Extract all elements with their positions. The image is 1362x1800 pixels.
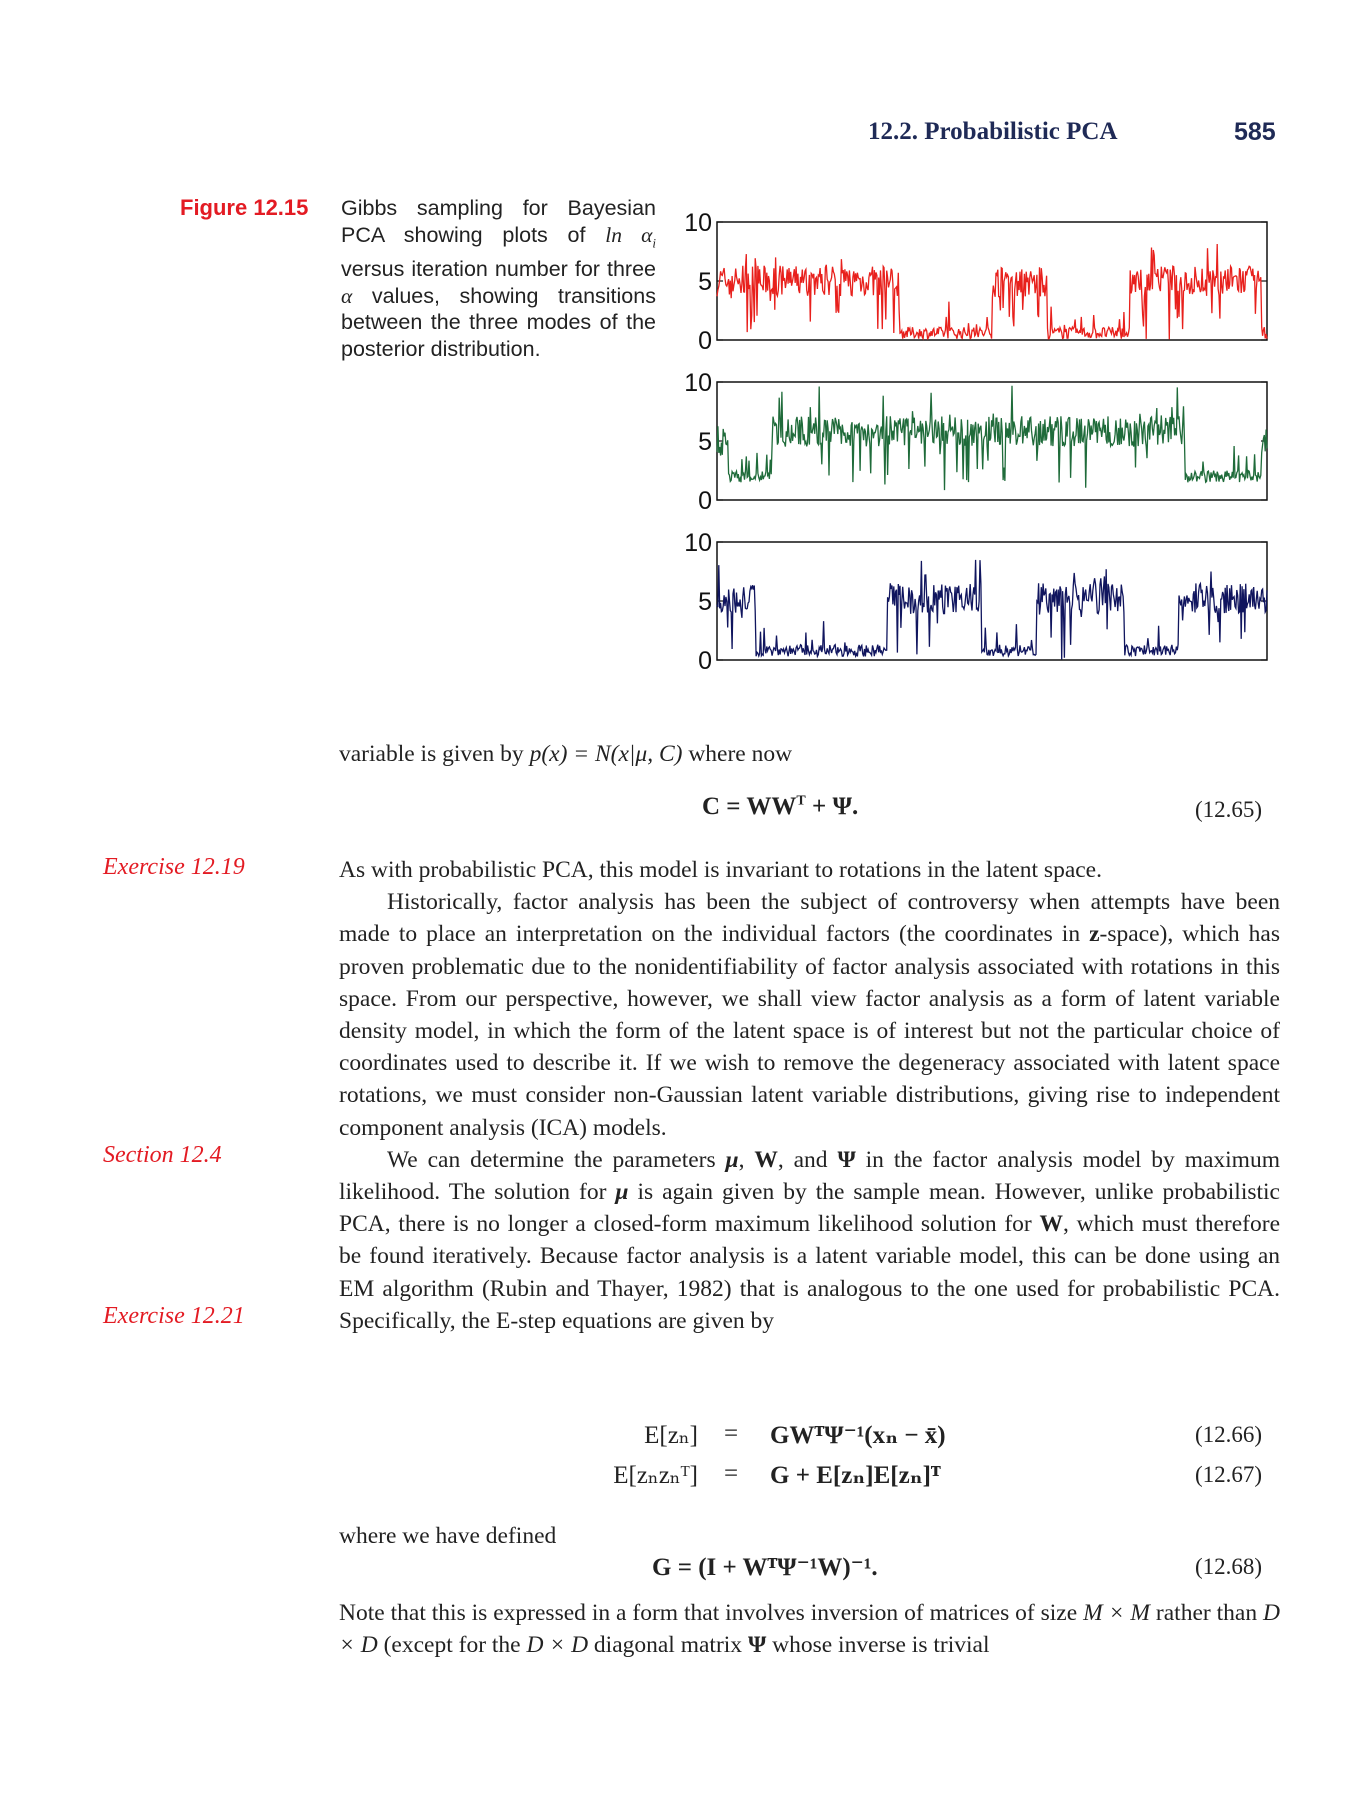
y-tick-label-1-5: 5 (698, 268, 712, 296)
para4-DD2: D × D (526, 1632, 589, 1659)
caption-sub-i: i (652, 234, 656, 250)
running-title: 12.2. Probabilistic PCA (868, 118, 1118, 145)
caption-part-a: Gibbs sampling for Bayesian PCA showing plots of (341, 196, 656, 247)
page-number: 585 (1234, 118, 1276, 146)
para3-Psi: Ψ (837, 1146, 856, 1173)
para3-e: is again given by the sample mean. However, unlike probabilistic PCA, there is no longer a closed-form maximum likelihood solution for (339, 1179, 1280, 1238)
eq66-rhs: GWᵀΨ⁻¹(xₙ − x̄) (770, 1422, 946, 1449)
margin-exercise-12-21[interactable]: Exercise 12.21 (103, 1303, 245, 1329)
para4-c: (except for the (377, 1632, 527, 1659)
y-tick-label-3-10: 10 (684, 529, 712, 557)
main-paragraphs (339, 854, 1280, 1337)
y-tick-label-2-10: 10 (684, 369, 712, 397)
gibbs-sampling-figure (670, 205, 1280, 675)
caption-alpha: α (341, 283, 353, 308)
figure-label: Figure 12.15 (180, 195, 309, 220)
equation-number-12-67: (12.67) (1195, 1462, 1263, 1487)
y-tick-label-2-5: 5 (698, 428, 712, 456)
margin-exercise-12-19[interactable]: Exercise 12.19 (103, 854, 245, 880)
eq65-sup: T (796, 793, 806, 809)
y-tick-label-1-10: 10 (684, 209, 712, 237)
caption-part-c: values, showing transitions between the three modes of the posterior distribution. (341, 283, 656, 361)
line1-px: p(x) = N(x|μ, C) (529, 741, 683, 767)
para4-MM: M × M (1083, 1600, 1150, 1626)
para4-b: rather than (1149, 1600, 1264, 1626)
para3-W: W (754, 1146, 778, 1173)
paragraph-parameters (339, 1144, 1280, 1337)
eq67-lhs: E[zₙzₙᵀ] (613, 1462, 698, 1489)
para3-d: in the factor analysis model by maximum likelihood. The solution for (339, 1146, 1280, 1206)
equation-12-68: G = (I + WᵀΨ⁻¹W)⁻¹. (652, 1554, 878, 1581)
para4-DD: D × D (339, 1600, 1280, 1659)
eq65-tail: + Ψ. (805, 793, 859, 820)
y-tick-label-2-0: 0 (698, 487, 712, 515)
para4-d: diagonal matrix (588, 1632, 748, 1659)
trace-line-panel-2-green (717, 386, 1267, 490)
para3-W2: W (1039, 1211, 1063, 1238)
para4-e: whose inverse is trivial (766, 1632, 990, 1659)
line1-b: where now (682, 741, 793, 767)
paragraph-history (339, 886, 1280, 1144)
line-variable-given (339, 738, 1280, 770)
margin-section-12-4[interactable]: Section 12.4 (103, 1142, 222, 1168)
eq66-lhs: E[zₙ] (644, 1422, 698, 1449)
equation-12-65 (702, 793, 858, 821)
paragraph-note (339, 1597, 1280, 1661)
eq67-rhs: G + E[zₙ]E[zₙ]ᵀ (770, 1462, 941, 1489)
para3-a: We can determine the parameters (387, 1146, 726, 1173)
para3-mu: μ (725, 1146, 739, 1173)
y-tick-label-1-0: 0 (698, 327, 712, 355)
equation-number-12-66: (12.66) (1195, 1422, 1263, 1447)
equation-number-12-65: (12.65) (1195, 797, 1263, 822)
caption-part-b: versus iteration number for three (341, 257, 656, 282)
para2-z: z (1089, 921, 1100, 948)
trace-line-panel-1-red (717, 244, 1267, 339)
para2-b: -space), which has proven problematic due to the nonidentifiability of factor analysis associated with rotations in this space. From our perspective, however, we shall view factor analysis as a form of latent variable density model, in which the form of the latent space is of interest but not the particular choice of coordinates used to describe it. If we wish to remove the degeneracy associated with latent space rotations, we must consider non-Gaussian latent variable distributions, giving rise to independent component analysis (ICA) models. (339, 921, 1280, 1141)
caption-ln-alpha: ln α (605, 222, 653, 247)
y-tick-label-3-5: 5 (698, 588, 712, 616)
para3-mu2: μ (615, 1179, 629, 1206)
para4-a: Note that this is expressed in a form that involves inversion of matrices of size (339, 1600, 1084, 1626)
y-tick-label-3-0: 0 (698, 647, 712, 675)
para4-Psi: Ψ (747, 1632, 767, 1659)
paragraph-invariance: As with probabilistic PCA, this model is invariant to rotations in the latent space. (339, 857, 1102, 883)
para2-a: Historically, factor analysis has been the subject of controversy when attempts have been made to place an interpretation on the individual factors (the coordinates in (339, 889, 1280, 948)
figure-caption (341, 195, 656, 362)
where-defined: where we have defined (339, 1523, 557, 1549)
para3-b: , (738, 1146, 755, 1173)
equation-number-12-68: (12.68) (1195, 1554, 1263, 1579)
para3-f: , which must therefore be found iteratively. Because factor analysis is a latent variable model, this can be done using an EM algorithm (Rubin and Thayer, 1982) that is analogous to the one used for probabilistic PCA. Specifically, the E-step equations are given by (339, 1211, 1280, 1334)
para3-c: , and (777, 1146, 838, 1173)
eq65-main: C = WW (702, 793, 797, 820)
trace-line-panel-3-blue (717, 560, 1267, 660)
line1-a: variable is given by (339, 741, 530, 767)
eq66-equals: = (724, 1420, 739, 1447)
eq67-equals: = (724, 1460, 739, 1487)
